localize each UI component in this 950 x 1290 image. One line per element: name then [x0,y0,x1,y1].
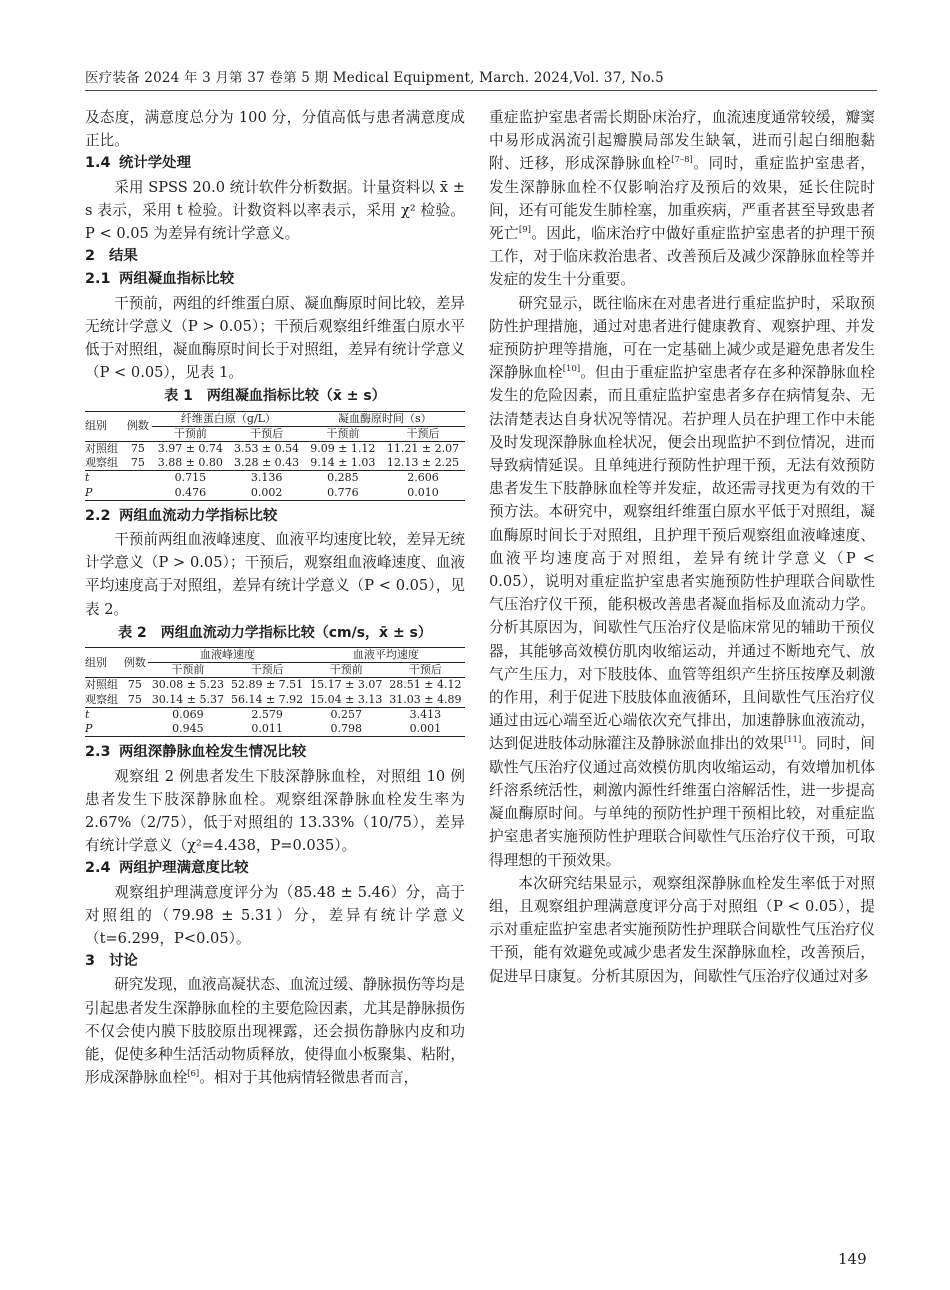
citation: [7–8] [671,155,693,166]
paragraph-2-4: 观察组护理满意度评分为（85.48 ± 5.46）分，高于对照组的（79.98 ± 5.31）分，差异有统计学意义（t=6.299，P<0.05）。 [85,883,465,947]
section-heading-2-2: 2.2 两组血流动力学指标比较 [85,507,278,524]
table-header-cell: 干预后 [408,663,442,677]
table-header-cell: 组别 [85,419,107,433]
table-header-cell: 凝血酶原时间（s） [305,411,465,426]
paragraph: 本次研究结果显示，观察组深静脉血栓发生率低于对照组，且观察组护理满意度评分高于对照组（P < 0.05），提示对重症监护室患者实施预防性护理联合间歇性气压治疗仪干预，能有效避免或减少患者发生深静脉血栓，改善预后，促进早日康复。分析其原因为，间歇性气压治疗仪通过对多 [489,874,875,985]
table-1-caption: 表 1 两组凝血指标比较（x̄ ± s） [164,388,386,405]
section-heading-2-4: 2.4 两组护理满意度比较 [85,860,249,877]
table-header-cell: 血液峰速度 [148,648,306,663]
citation: [11] [783,735,802,746]
table-header-cell: 血液平均速度 [307,648,465,663]
table-2-caption: 表 2 两组血流动力学指标比较（cm/s，x̄ ± s） [118,624,432,641]
section-heading-2-1: 2.1 两组凝血指标比较 [85,271,235,288]
paragraph-2-3: 观察组 2 例患者发生下肢深静脉血栓，对照组 10 例患者发生下肢深静脉血栓。观察组深静脉血栓发生率为 2.67%（2/75），低于对照组的 13.33%（10/75），差异有统计学意义（χ²=4.438，P=0.035）。 [85,767,465,855]
table-header-cell: 例数 [126,419,149,433]
section-heading-1-4: 1.4 统计学处理 [85,155,191,172]
table-header-cell: 干预前 [171,663,205,677]
page-number: 149 [838,1250,867,1268]
citation: [9] [518,225,531,236]
table-row: P 0.945 0.011 0.798 0.001 [85,722,442,736]
citation: [10] [562,364,581,375]
left-column [85,106,465,1089]
table-header-cell: 干预前 [173,426,207,440]
paragraph: 及态度，满意度总分为 100 分，分值高低与患者满意度成正比。 [85,109,465,150]
paragraph-discussion: 研究发现，血液高凝状态、血流过缓、静脉损伤等均是引起患者发生深静脉血栓的主要危险因素，尤其是静脉损伤不仅会使内膜下肢胶原出现裸露，还会损伤静脉内皮和功能，促使多种生活活动物质释放，使得血小板聚集、粘附，形成深静脉血栓[6]。相对于其他病情轻微患者而言， [85,976,465,1087]
table-row: 对照组 75 30.08 ± 5.23 52.89 ± 7.51 15.17 ± 3.07 28.51 ± 4.12 [85,678,465,693]
table-row: t 0.069 2.579 0.257 3.413 [85,707,465,722]
paragraph-statistics: 采用 SPSS 20.0 统计软件分析数据。计量资料以 x̄ ± s 表示，采用 t 检验。计数资料以率表示，采用 χ² 检验。P < 0.05 为差异有统计学意义。 [85,178,465,243]
table-header-cell: 纤维蛋白原（g/L） [152,411,305,426]
section-heading-2: 2 结果 [85,248,138,265]
table-header-cell: 干预前 [326,426,360,440]
table-row: P 0.476 0.002 0.776 0.010 [85,485,439,499]
table-header-cell: 干预前 [329,663,363,677]
table-header-cell: 组别 [85,655,107,669]
paragraph-2-2: 干预前两组血液峰速度、血液平均速度比较，差异无统计学意义（P > 0.05）；干预后，观察组血液峰速度、血液平均速度高于对照组，差异有统计学意义（P < 0.05），见表 2。 [85,531,465,618]
table-2 [85,647,465,737]
paragraph: 重症监护室患者需长期卧床治疗，血流速度通常较缓，瓣窦中易形成涡流引起瓣膜局部发生缺氧，进而引起白细胞黏附、迁移，形成深静脉血栓[7–8]。同时，重症监护室患者，发生深静脉血栓不仅影响治疗及预后的效果，延长住院时间，还有可能发生肺栓塞，加重疾病，严重者甚至导致患者死亡[9]。因此，临床治疗中做好重症监护室患者的护理干预工作，对于临床救治患者、改善预后及减少深静脉血栓等并发症的发生十分重要。 [489,109,875,289]
table-row: t 0.715 3.136 0.285 2.606 [85,471,465,486]
paragraph-2-1: 干预前，两组的纤维蛋白原、凝血酶原时间比较，差异无统计学意义（P > 0.05）；干预后观察组纤维蛋白原水平低于对照组，凝血酶原时间长于对照组，差异有统计学意义（P < 0.05），见表 1。 [85,294,465,382]
running-header: 医疗装备 2024 年 3 月第 37 卷第 5 期 Medical Equipment, March. 2024,Vol. 37, No.5 [85,70,664,86]
table-header-cell: 干预后 [250,426,284,440]
header-rule [85,90,877,91]
section-heading-3: 3 讨论 [85,953,138,970]
table-header-cell: 例数 [123,655,146,669]
table-row: 观察组 75 3.88 ± 0.80 3.28 ± 0.43 9.14 ± 1.03 12.13 ± 2.25 [85,456,460,470]
paragraph: 研究显示，既往临床在对患者进行重症监护时，采取预防性护理措施，通过对患者进行健康教育、观察护理、并发症预防护理等措施，可在一定基础上减少或是避免患者发生深静脉血栓[10]。但由于重症监护室患者存在多种深静脉血栓发生的危险因素，而且重症监护室患者多存在病情复杂、无法清楚表达自身状况等情况。若护理人员在护理工作中未能及时发现深静脉血栓状况，便会出现监护不到位情况，进而导致病情延误。且单纯进行预防性护理干预，无法有效预防患者发生下肢静脉血栓等并发症，故还需寻找更为有效的干预方法。本研究中，观察组纤维蛋白原水平低于对照组，凝血酶原时间长于对照组，且护理干预后观察组血液峰速度、血液平均速度高于对照组，差异有统计学意义（P < 0.05），说明对重症监护室患者实施预防性护理联合间歇性气压治疗仪干预，能积极改善患者凝血指标及血流动力学。分析其原因为，间歇性气压治疗仪是临床常见的辅助干预仪器，其能够高效模仿肌肉收缩运动，并通过不断地充气、放气产生压力，对下肢肢体、血管等组织产生挤压按摩及刺激的作用，利于促进下肢肢体血液循环，且间歇性气压治疗仪通过由远心端至近心端依次充气排出，加速静脉血液流动，达到促进肢体动脉灌注及静脉淤血排出的效果[11]。同时，间歇性气压治疗仪通过高效模仿肌肉收缩运动，有效增加机体纤溶系统活性，刺激内源性纤维蛋白溶解活性，进一步提高凝血酶原时间。与单纯的预防性护理干预相比较，对重症监护室患者实施预防性护理联合间歇性气压治疗仪干预，可取得理想的干预效果。 [489,294,875,869]
citation: [6] [187,1069,200,1080]
table-row: 观察组 75 30.14 ± 5.37 56.14 ± 7.92 15.04 ± 3.13 31.03 ± 4.89 [85,692,462,706]
table-1 [85,411,465,501]
section-heading-2-3: 2.3 两组深静脉血栓发生情况比较 [85,744,307,761]
right-column [489,106,875,988]
table-row: 对照组 75 3.97 ± 0.74 3.53 ± 0.54 9.09 ± 1.12 11.21 ± 2.07 [85,442,465,457]
table-header-cell: 干预后 [250,663,284,677]
table-header-cell: 干预后 [406,426,440,440]
